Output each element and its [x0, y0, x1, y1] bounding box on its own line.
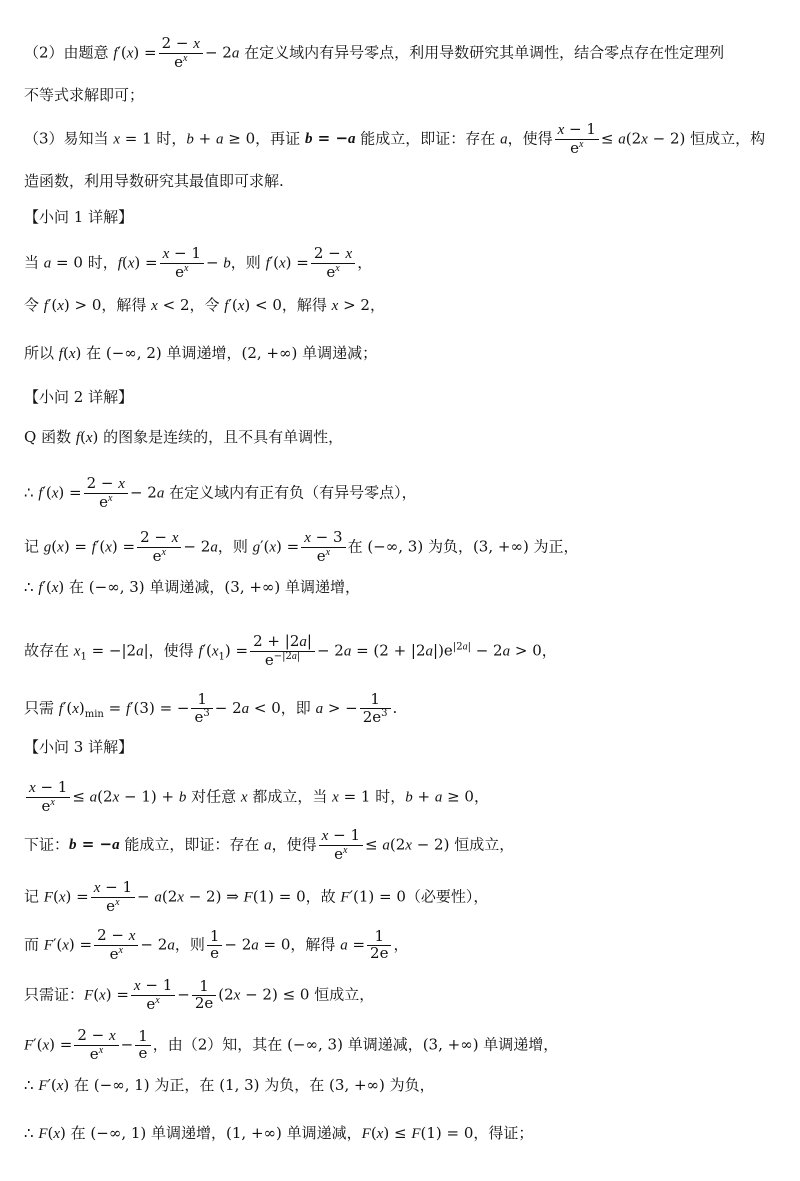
analysis-part2-line2: 不等式求解即可； — [24, 86, 145, 104]
q2-line1: Q 函数 f(x) 的图象是连续的，且不具有单调性， — [24, 428, 344, 446]
analysis-part3-line1: （3）易知当 x = 1 时，b + a ≥ 0，再证 b = −a 能成立，即证：存在 a，使得 $\frac{x - 1}{e^x}$ ≤ a(2x − 2) 恒成立，构 — [24, 120, 766, 157]
analysis-part2-line1: （2）由题意 f′(x) = $\frac{2 - x}{e^x}$ − 2a 在定义域内有异号零点，利用导数研究其单调性，结合零点存在性定理列 — [24, 34, 725, 71]
q3-line6: F′(x) = $\frac{2 - x}{e^x}$ − $\frac{1}{e}$ ，由（2）知，其在 (−∞, 3) 单调递减，(3, +∞) 单调递增， — [24, 1026, 559, 1063]
q2-line4: ∴ f′(x) 在 (−∞, 3) 单调递减，(3, +∞) 单调递增， — [24, 578, 361, 596]
q3-line8: ∴ F(x) 在 (−∞, 1) 单调递增，(1, +∞) 单调递减，F(x) ≤ F(1) = 0，得证； — [24, 1124, 534, 1142]
q2-line6: 只需 $f'(x)_{min} = f'(3)$ = − $\frac{1}{e^3}$ − 2a < 0，即 a > − $\frac{1}{2e^3}$ . — [24, 690, 398, 726]
q3-line2: 下证：b = −a 能成立，即证：存在 a，使得 $\frac{x - 1}{e^x}$ ≤ a(2x − 2) 恒成立， — [24, 826, 515, 863]
q3-line3: 记 F(x) = $\frac{x - 1}{e^x}$ − a(2x − 2) ⇒ F(1) = 0，故 F′(1) = 0（必要性）， — [24, 878, 489, 915]
q2-line5: 故存在 $x_1 = -|2a|$，使得 $f'(x_1)$ = $\frac{2 + |2a|}{e^{-|2a|}}$ − $2a = (2 + |2a|)e^{|2a|} - 2a > 0$， — [24, 632, 557, 669]
q3-line1: $\frac{x - 1}{e^x}$ ≤ a(2x − 1) + b 对任意 x 都成立，当 x = 1 时，b + a ≥ 0， — [24, 780, 786, 815]
q3-line7: ∴ F′(x) 在 (−∞, 1) 为正，在 (1, 3) 为负，在 (3, +∞) 为负， — [24, 1076, 435, 1094]
q3-line4: 而 F′(x) = $\frac{2 - x}{e^x}$ − 2a，则 $\frac{1}{e}$ − 2a = 0，解得 a = $\frac{1}{2e}$ ， — [24, 926, 409, 963]
section-header-q3: 【小问 3 详解】 — [24, 738, 134, 756]
q1-line3: 所以 f(x) 在 (−∞, 2) 单调递增，(2, +∞) 单调递减； — [24, 344, 378, 362]
section-header-q2: 【小问 2 详解】 — [24, 388, 134, 406]
q3-line5: 只需证：F(x) = $\frac{x - 1}{e^x}$ − $\frac{1}{2e}$ (2x − 2) ≤ 0 恒成立， — [24, 976, 375, 1013]
q2-line3: 记 g(x) = f′(x) = $\frac{2 - x}{e^x}$ − 2a，则 g′(x) = $\frac{x - 3}{e^x}$ 在 (−∞, 3) 为负，(3, +∞) 为正， — [24, 528, 579, 565]
section-header-q1: 【小问 1 详解】 — [24, 208, 134, 226]
q1-line1: 当 a = 0 时，f(x) = $\frac{x - 1}{e^x}$ − b，则 f′(x) = $\frac{2 - x}{e^x}$ ， — [24, 244, 373, 281]
q2-line2: ∴ f′(x) = $\frac{2 - x}{e^x}$ − 2a 在定义域内有正有负（有异号零点）， — [24, 474, 417, 511]
q1-line2: 令 f′(x) > 0，解得 x < 2，令 f′(x) < 0，解得 x > 2， — [24, 296, 385, 314]
analysis-part3-line2: 造函数，利用导数研究其最值即可求解. — [24, 172, 284, 190]
